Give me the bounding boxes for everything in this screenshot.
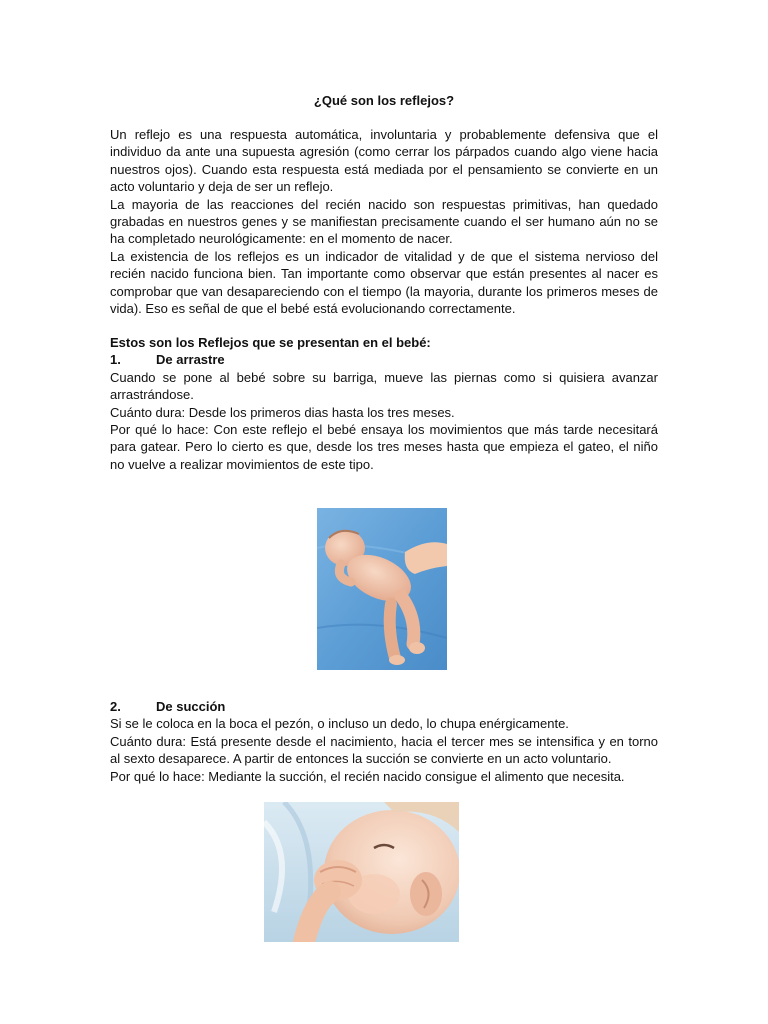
reflex-section-2 bbox=[110, 698, 658, 785]
intro-paragraph-2: La mayoria de las reacciones del recién nacido son respuestas primitivas, han quedado grabadas en nuestros genes y se manifiestan precisamente cuando el ser humano aún no se ha completado neurológicamente: en el momento de nacer. bbox=[110, 196, 658, 247]
reflex-heading-2 bbox=[110, 698, 658, 715]
reflex-duration: Cuánto dura: Está presente desde el nacimiento, hacia el tercer mes se intensifica y en torno al sexto desaparece. A partir de entonces la succión se convierte en un acto voluntario. bbox=[110, 733, 658, 767]
sucking-baby-photo bbox=[264, 802, 459, 942]
reflex-description: Cuando se pone al bebé sobre su barriga, mueve las piernas como si quisiera avanzar arrastrándose. bbox=[110, 369, 658, 403]
reflex-number: 2. bbox=[110, 699, 121, 714]
reflex-name: De succión bbox=[156, 699, 226, 714]
page-title: ¿Qué son los reflejos? bbox=[313, 93, 455, 108]
reflex-description: Si se le coloca en la boca el pezón, o incluso un dedo, lo chupa enérgicamente. bbox=[110, 716, 569, 732]
crawling-baby-illustration bbox=[317, 508, 447, 670]
crawling-baby-photo bbox=[317, 508, 447, 670]
reflex-reason: Por qué lo hace: Con este reflejo el bebé ensaya los movimientos que más tarde necesitará para gatear. Pero lo cierto es que, desde los tres meses hasta que empieza el gateo, el niño no vuelve a realizar movimientos de este tipo. bbox=[110, 422, 658, 472]
reflex-heading-1 bbox=[110, 351, 658, 368]
reflex-duration: Cuánto dura: Desde los primeros dias hasta los tres meses. bbox=[110, 404, 455, 420]
intro-paragraph-3: La existencia de los reflejos es un indicador de vitalidad y de que el sistema nervioso del recién nacido funciona bien. Tan importante como observar que están presentes al nacer es comprobar que van desapareciendo con el tiempo (la mayoria, durante los primeros meses de vida). Eso es señal de que el bebé está evolucionando correctamente. bbox=[110, 248, 658, 317]
sucking-baby-illustration bbox=[264, 802, 459, 942]
reflex-number: 1. bbox=[110, 352, 121, 368]
intro-section bbox=[110, 126, 658, 317]
reflex-reason: Por qué lo hace: Mediante la succión, el recién nacido consigue el alimento que necesita. bbox=[110, 768, 625, 784]
list-intro: Estos son los Reflejos que se presentan en el bebé: bbox=[110, 335, 431, 350]
intro-paragraph-1: Un reflejo es una respuesta automática, involuntaria y probablemente defensiva que el individuo da ante una supuesta agresión (como cerrar los párpados cuando algo viene hacia nuestros ojos). Cuando esta respuesta está mediada por el pensamiento se convierte en un acto voluntario y deja de ser un reflejo. bbox=[110, 127, 658, 195]
reflex-section-1 bbox=[110, 334, 658, 473]
reflex-name: De arrastre bbox=[156, 352, 225, 368]
